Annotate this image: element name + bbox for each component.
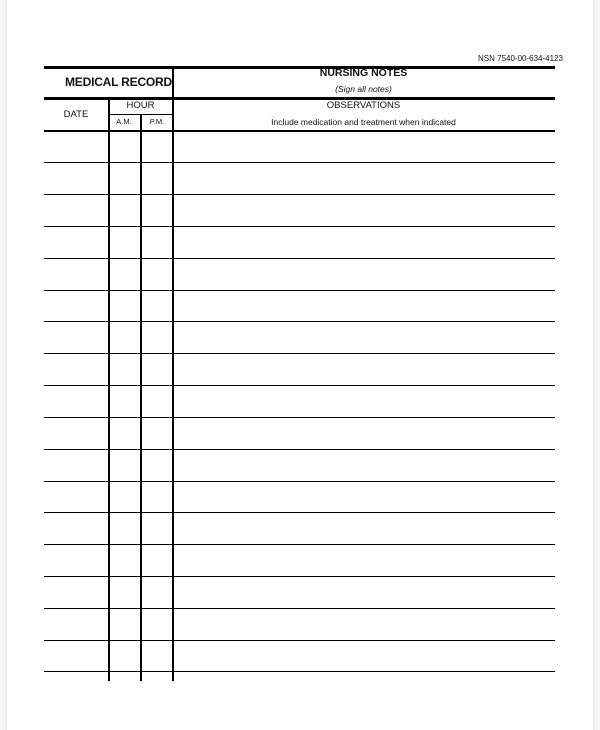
date-column-rule [108,100,110,681]
row-rule [44,671,555,672]
am-column-rule [140,114,142,681]
row-rule [44,417,555,418]
medical-record-title: MEDICAL RECORD [65,75,172,89]
row-rule [44,449,555,450]
row-rule [44,290,555,291]
row-rule [44,353,555,354]
row-rule [44,640,555,641]
row-rule [44,481,555,482]
nursing-notes-title: NURSING NOTES [319,67,408,79]
pm-column-header: P.M. [149,117,165,126]
date-column-header: DATE [63,109,89,120]
sign-all-notes-label: (Sign all notes) [335,84,392,94]
hour-column-header: HOUR [126,100,155,111]
row-rule [44,608,555,609]
row-rule [44,194,555,195]
row-rule [44,321,555,322]
row-rule [44,226,555,227]
row-rule [44,544,555,545]
header-bottom-rule [44,130,555,132]
row-rule [44,258,555,259]
row-rule [44,385,555,386]
row-rule [44,512,555,513]
nsn-number: NSN 7540-00-634-4123 [478,54,563,63]
am-column-header: A.M. [116,117,132,126]
row-rule [44,162,555,163]
row-rule [44,576,555,577]
pm-column-rule [172,100,174,681]
include-medication-note: Include medication and treatment when indicated [271,117,456,127]
observations-column-header: OBSERVATIONS [326,100,401,111]
